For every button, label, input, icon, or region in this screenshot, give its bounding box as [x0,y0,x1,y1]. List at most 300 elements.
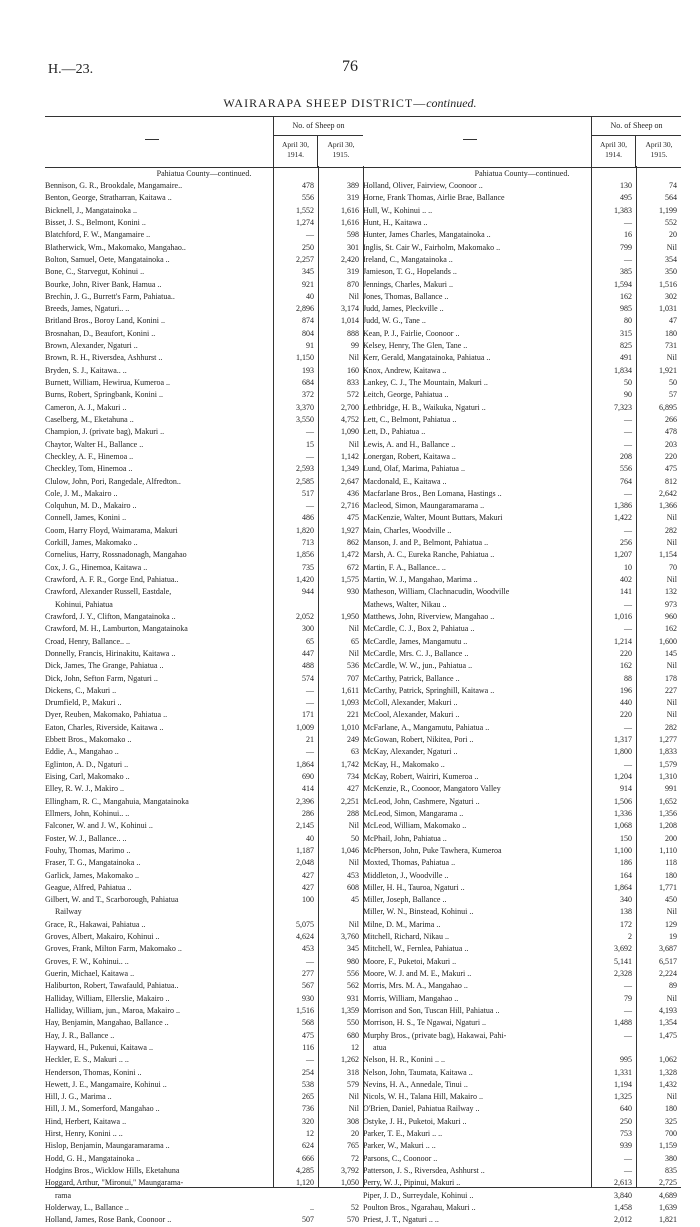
table-row [45,943,363,955]
table-row [363,586,681,598]
sheep-1915-cell: 50 [669,378,677,387]
sheep-1914-cell: 1,204 [614,772,632,781]
sheep-1914-cell: 690 [302,772,314,781]
sheep-1915-cell: 1,154 [659,550,677,560]
sheep-1914-cell: — [306,1055,314,1065]
owner-name-cell: Falconer, W. and J. W., Kohinui .. [45,821,153,831]
sheep-1915-cell: 475 [347,513,359,523]
owner-name-cell: Crawford, A. F. R., Gorge End, Pahiatua.. [45,575,179,584]
owner-name-cell: McCardle, Mrs. C. J., Ballance .. [363,648,469,658]
owner-name-cell: Moore, W. J. and M. E., Makuri .. [363,969,472,978]
sheep-1915-cell: 931 [347,993,359,1003]
owner-name-cell: Macleod, Simon, Maungaramarama .. [363,501,485,511]
sheep-1914-cell: 825 [620,341,632,351]
sheep-1915-cell: Nil [348,1092,359,1102]
table-row [363,463,681,475]
sheep-1915-cell: Nil [348,858,359,868]
sheep-1914-cell: 640 [620,1104,632,1114]
owner-name-cell: Foster, W. J., Ballance.. .. [45,833,127,843]
sheep-1914-cell: 684 [302,378,314,387]
table-row [45,685,363,697]
owner-name-cell: McKay, Alexander, Ngaturi .. [363,747,458,757]
sheep-1915-cell: 308 [347,1116,359,1126]
sheep-1914-cell: 250 [620,1116,632,1126]
owner-name-cell: Martin, W. J., Mangahao, Marima .. [363,575,478,584]
sheep-1914-cell: 256 [620,538,632,548]
owner-name-cell: Lett, D., Pahiatua .. [363,427,426,437]
owner-name-cell: Hill, J. M., Somerford, Mangahao .. [45,1104,160,1114]
owner-name-cell: Burns, Robert, Springbank, Konini .. [45,390,163,400]
table-row [363,943,681,955]
table-row [363,993,681,1005]
table-row [363,254,681,266]
sheep-1915-cell: 319 [347,267,359,277]
title-suffix: continued. [426,96,477,110]
sheep-1914-cell: — [624,488,632,498]
sheep-1915-cell: Nil [666,710,677,720]
owner-name-cell: Hunter, James Charles, Mangatainoka .. [363,230,491,240]
sheep-1915-cell: 319 [347,193,359,203]
sheep-1915-cell: 1,366 [659,501,677,511]
sheep-1915-cell: 1,600 [659,636,677,646]
table-row [45,857,363,869]
sheep-1915-cell: 318 [347,1067,359,1077]
owner-name-cell: Ireland, C., Mangatainoka .. [363,254,453,264]
table-row [45,1190,363,1202]
sheep-1914-cell: 1,331 [614,1067,632,1077]
table-row [45,1140,363,1152]
owner-name-cell: McCardle, C. J., Box 2, Pahiatua .. [363,624,475,634]
table-row [45,906,363,918]
table-row [363,525,681,537]
sheep-1915-cell: 1,014 [341,316,359,326]
table-row [363,537,681,549]
sheep-1915-cell: 731 [665,341,677,351]
owner-name-cell: Hull, W., Kohinui .. .. [363,205,433,215]
count-column-header [274,117,363,167]
table-row [45,562,363,574]
table-row [363,562,681,574]
owner-name-cell: Haliburton, Robert, Tawafauld, Pahiatua.. [45,981,179,991]
sheep-1914-cell: 2,257 [296,254,314,264]
table-row [45,1091,363,1103]
sheep-1915-cell: Nil [348,624,359,634]
sheep-1914-cell: 2 [628,932,632,942]
table-row [45,537,363,549]
table-row [45,722,363,734]
table-row [45,500,363,512]
sheep-1914-cell: 1,516 [296,1005,314,1015]
table-row [363,1042,681,1054]
sheep-1914-cell: 874 [302,316,314,326]
sheep-1915-cell: 200 [665,833,677,843]
table-row [363,599,681,611]
owner-name-cell: McPhail, John, Pahiatua .. [363,833,447,843]
sheep-1915-cell: Nil [666,575,677,584]
sheep-1915-cell: 564 [665,193,677,203]
sheep-1914-cell: 930 [302,993,314,1003]
table-row [45,845,363,857]
table-row [45,242,363,254]
sheep-1915-cell: Nil [348,439,359,449]
sheep-1915-cell: 734 [347,772,359,781]
name-column-header [363,117,592,167]
table-row [363,980,681,992]
owner-name-cell: Lund, Olaf, Marima, Pahiatua .. [363,464,465,474]
owner-name-cell: Miller, H. H., Tauroa, Ngaturi .. [363,882,465,892]
owner-name-cell: Ellingham, R. C., Mangahuia, Mangatainoka [45,796,189,806]
sheep-1914-cell: 486 [302,513,314,523]
title-main: WAIRARAPA SHEEP DISTRICT— [223,96,427,110]
table-row [363,426,681,438]
sheep-1914-cell: 130 [620,181,632,190]
sheep-1914-cell: 1,820 [296,525,314,535]
sheep-1914-cell: 1,336 [614,808,632,818]
sheep-1915-cell: 380 [665,1153,677,1163]
owner-name-cell: Cameron, A. J., Makuri .. [45,402,127,412]
sheep-1915-cell: 1,010 [341,722,359,732]
table-row [45,808,363,820]
table-row [45,549,363,561]
table-row [45,414,363,426]
sheep-1915-cell: 220 [665,451,677,461]
owner-name-cell: O'Brien, Daniel, Pahiatua Railway .. [363,1104,480,1114]
sheep-1914-cell: 3,370 [296,402,314,412]
sheep-1914-cell: 568 [302,1018,314,1028]
page-number: 76 [342,58,358,75]
sheep-1914-cell: 2,052 [296,611,314,621]
sheep-1914-cell: 162 [620,291,632,301]
sheep-1915-cell: 1,359 [341,1005,359,1015]
sheep-1915-cell: 2,647 [341,476,359,486]
owner-name-cell: Nevins, H. A., Annedale, Tinui .. [363,1079,468,1089]
sheep-1914-cell: 220 [620,648,632,658]
owner-name-cell: MacKenzie, Walter, Mount Buttars, Makuri [363,513,503,523]
sheep-1914-cell: 196 [620,685,632,695]
table-row [45,1116,363,1128]
name-column-header [45,117,274,167]
table-row [45,1017,363,1029]
sheep-1915-cell: 20 [351,1129,359,1139]
sheep-1915-cell: 1,093 [341,698,359,708]
sheep-1914-cell: — [624,254,632,264]
owner-name-cell: Checkley, A. F., Hinemoa .. [45,451,134,461]
owner-name-cell: rama [55,1190,71,1200]
table-row [363,660,681,672]
sheep-1914-cell: 286 [302,808,314,818]
sheep-1915-cell: 1,472 [341,550,359,560]
owner-name-cell: Crawford, J. Y., Clifton, Mangatainoka .. [45,611,176,621]
sheep-1915-cell: 700 [665,1129,677,1139]
table-row [363,1153,681,1165]
owner-name-cell: Hunt, H., Kaitawa .. [363,217,428,227]
sheep-1914-cell: 164 [620,870,632,880]
owner-name-cell: Morrison and Son, Tuscan Hill, Pahiatua .. [363,1005,500,1015]
sheep-1915-cell: 2,716 [341,501,359,511]
sheep-1915-cell: 1,262 [341,1055,359,1065]
sheep-1915-cell: 598 [347,230,359,240]
owner-name-cell: Fraser, T. G., Mangatainoka .. [45,858,141,868]
table-row [45,365,363,377]
table-row [45,574,363,586]
owner-name-cell: Railway [55,907,82,917]
sheep-1915-cell: 960 [665,611,677,621]
sheep-1914-cell: 300 [302,624,314,634]
sheep-1914-cell: 1,009 [296,722,314,732]
owner-name-cell: Drumfield, P., Makuri .. [45,698,122,708]
table-row [363,1005,681,1017]
table-row [45,882,363,894]
owner-name-cell: Blatchford, F. W., Mangamaire .. [45,230,151,240]
table-row [363,217,681,229]
sheep-1915-cell: 870 [347,279,359,289]
table-row [45,746,363,758]
owner-name-cell: Britland Bros., Boroy Land, Konini .. [45,316,165,326]
owner-name-cell: Parker, T. E., Makuri .. .. [363,1129,443,1139]
sheep-1915-cell: 1,833 [659,747,677,757]
sheep-1914-cell: 385 [620,267,632,277]
owner-name-cell: Inglis, St. Cair W., Fairholm, Makomako .. [363,242,501,252]
owner-name-cell: Caselberg, M., Eketahuna .. [45,414,134,424]
owner-name-cell: Hodd, G. H., Mangatainoka .. [45,1153,141,1163]
owner-name-cell: Hay, J. R., Ballance .. [45,1030,115,1040]
table-row [45,463,363,475]
owner-name-cell: Piper, J. D., Surreydale, Kohinui .. [363,1190,474,1200]
sheep-1915-cell: Nil [348,919,359,929]
table-row [363,279,681,291]
sheep-1914-cell: 320 [302,1116,314,1126]
sheep-1915-cell: 2,420 [341,254,359,264]
sheep-1914-cell: 1,458 [614,1202,632,1212]
sheep-1915-cell: 160 [347,365,359,375]
table-row [363,906,681,918]
sheep-1914-cell: 402 [620,575,632,584]
table-row [45,488,363,500]
sheep-1914-cell: 80 [624,316,632,326]
table-row [45,192,363,204]
sheep-1914-cell: 1,214 [614,636,632,646]
sheep-1914-cell: 799 [620,242,632,252]
sheep-1914-cell: 3,692 [614,944,632,954]
sheep-1914-cell: 804 [302,328,314,338]
sheep-1914-cell: — [624,427,632,437]
sheep-1914-cell: 1,274 [296,217,314,227]
table-row [45,734,363,746]
sheep-1915-cell: 1,159 [659,1141,677,1151]
table-row [45,833,363,845]
table-header-left [45,116,363,168]
table-row [363,377,681,389]
sheep-1914-cell: 1,386 [614,501,632,511]
table-row [45,1165,363,1177]
table-row [45,673,363,685]
owner-name-cell: Guerin, Michael, Kaitawa .. [45,969,135,978]
sheep-1915-cell: 862 [347,538,359,548]
table-row [45,611,363,623]
table-row [363,931,681,943]
owner-name-cell: Parsons, C., Coonoor .. [363,1153,438,1163]
sheep-1915-cell: 180 [665,870,677,880]
table-row [363,1128,681,1140]
sheep-1914-cell: 1,194 [614,1079,632,1089]
table-row [363,512,681,524]
table-row [45,291,363,303]
table-row [45,439,363,451]
sheep-1915-cell: 1,199 [659,205,677,215]
owner-name-cell: Groves, F. W., Kohinui.. .. [45,956,129,966]
sheep-1914-cell: 150 [620,833,632,843]
table-row [45,266,363,278]
table-row [45,328,363,340]
sheep-1914-cell: — [624,217,632,227]
sheep-1914-cell: 1,506 [614,796,632,806]
owner-name-cell: Bicknell, J., Mangatainoka .. [45,205,137,215]
sheep-1914-cell: 100 [302,895,314,905]
owner-name-cell: Murphy Bros., (private bag), Hakawai, Pahi- [363,1030,507,1040]
sheep-1914-cell: 1,420 [296,575,314,584]
sheep-1914-cell: 556 [620,464,632,474]
table-row [363,192,681,204]
sheep-1915-cell: 162 [665,624,677,634]
owner-name-cell: Hoggard, Arthur, "Mironui," Maungarama- [45,1178,184,1188]
sheep-1915-cell: 350 [665,267,677,277]
table-row [363,242,681,254]
owner-name-cell: McLeod, Simon, Mangarama .. [363,808,464,818]
sheep-1914-cell: 1,834 [614,365,632,375]
sheep-1915-cell: 301 [347,242,359,252]
sheep-1915-cell: 1,821 [659,1215,677,1225]
sheep-1915-cell: Nil [348,353,359,363]
sheep-1914-cell: — [624,599,632,609]
table-row [45,586,363,598]
sheep-1914-cell: — [624,981,632,991]
count-column-header [592,117,681,167]
table-row [363,303,681,315]
sheep-1915-cell: Nil [666,353,677,363]
sheep-1915-cell: 132 [665,587,677,597]
owner-name-cell: Ostyke, J. H., Puketoi, Makuri .. [363,1116,467,1126]
owner-name-cell: Lankey, C. J., The Mountain, Makuri .. [363,378,488,387]
owner-name-cell: Corkill, James, Makomako .. [45,538,138,548]
sheep-1915-cell: 672 [347,562,359,572]
sheep-table [45,116,681,1225]
table-row [363,857,681,869]
owner-name-cell: Hirst, Henry, Konini .. .. [45,1129,123,1139]
owner-name-cell: Crawford, M. H., Lamburton, Mangatainoka [45,624,188,634]
sheep-1914-cell: — [306,698,314,708]
table-row [363,820,681,832]
sheep-1915-cell: 50 [351,833,359,843]
owner-name-cell: Checkley, Tom, Hinemoa .. [45,464,133,474]
owner-name-cell: McGowan, Robert, Nikitea, Pori .. [363,735,474,745]
table-row [363,894,681,906]
sheep-1914-cell: 3,550 [296,414,314,424]
owner-name-cell: Elley, R. W. J., Makiro .. [45,784,125,794]
sheep-1915-cell: 203 [665,439,677,449]
table-row [45,660,363,672]
sheep-1914-cell: 265 [302,1092,314,1102]
owner-name-cell: Knox, Andrew, Kaitawa .. [363,365,447,375]
owner-name-cell: Crawford, Alexander Russell, Eastdale, [45,587,172,597]
sheep-1915-cell: 556 [347,969,359,978]
sheep-1914-cell: — [624,1166,632,1175]
sheep-1914-cell: 254 [302,1067,314,1077]
sheep-1914-cell: 1,422 [614,513,632,523]
sheep-1915-cell: 1,742 [341,759,359,769]
owner-name-cell: Groves, Frank, Milton Farm, Makomako .. [45,944,182,954]
owner-name-cell: Moore, F., Puketoi, Makuri .. [363,956,457,966]
table-row [363,870,681,882]
owner-name-cell: Burnett, William, Hewirua, Kumeroa .. [45,378,171,387]
sheep-1915-cell: 1,354 [659,1018,677,1028]
owner-name-cell: Mitchell, W., Fernlea, Pahiatua .. [363,944,469,954]
owner-name-cell: Holland, James, Rose Bank, Coonoor .. [45,1215,172,1225]
owner-name-cell: Croad, Henry, Ballance.. .. [45,636,131,646]
sheep-1914-cell: 116 [302,1042,314,1052]
sheep-1915-cell: 19 [669,932,677,942]
sheep-1915-cell: 1,310 [659,772,677,781]
sheep-1914-cell: 88 [624,673,632,683]
sheep-1915-cell: 47 [669,316,677,326]
owner-name-cell: McColl, Alexander, Makuri .. [363,698,458,708]
sheep-1914-cell: 16 [624,230,632,240]
sheep-1914-cell: 427 [302,870,314,880]
owner-name-cell: Manson, J. and P., Belmont, Pahiatua .. [363,538,489,548]
sheep-1915-cell: 991 [665,784,677,794]
sheep-1915-cell: 266 [665,414,677,424]
sheep-1914-cell: 3,840 [614,1190,632,1200]
sheep-1915-cell: 1,950 [341,611,359,621]
sheep-1915-cell: 1,046 [341,845,359,855]
owner-name-cell: Garlick, James, Makomako .. [45,870,139,880]
sheep-1914-cell: 567 [302,981,314,991]
owner-name-cell: Kelsey, Henry, The Glen, Tane .. [363,341,468,351]
sheep-1915-cell: 980 [347,956,359,966]
sheep-1915-cell: 145 [665,648,677,658]
sheep-1914-cell: 5,075 [296,919,314,929]
sheep-1915-cell: 345 [347,944,359,954]
table-row [363,783,681,795]
owner-name-cell: Lethbridge, H. B., Waikuka, Ngaturi .. [363,402,486,412]
table-row [363,180,681,192]
table-row [45,217,363,229]
sheep-1914-cell: 15 [306,439,314,449]
owner-name-cell: Cornelius, Harry, Rossnadonagh, Mangahao [45,550,187,560]
sheep-1914-cell: — [306,747,314,757]
owner-name-cell: Moxted, Thomas, Pahiatua .. [363,858,456,868]
sheep-1914-cell: 345 [302,267,314,277]
owner-name-cell: Ebbett Bros., Makomako .. [45,735,132,745]
table-row [363,365,681,377]
sheep-1914-cell: 50 [624,378,632,387]
sheep-1915-cell: 227 [665,685,677,695]
sheep-1915-cell: 63 [351,747,359,757]
table-row [363,1214,681,1226]
sheep-1914-cell: 414 [302,784,314,794]
sheep-1914-cell: 1,120 [296,1178,314,1188]
owner-name-cell: Dick, John, Sefton Farm, Ngaturi .. [45,673,158,683]
sheep-1914-cell: — [624,624,632,634]
owner-name-cell: Nelson, H. R., Konini .. .. [363,1055,445,1065]
sheep-1915-cell: 562 [347,981,359,991]
sheep-1915-cell: 1,616 [341,217,359,227]
table-row [363,291,681,303]
owner-name-cell: Main, Charles, Woodville .. [363,525,452,535]
owner-name-cell: Brown, Alexander, Ngaturi .. [45,341,138,351]
owner-name-cell: Holderway, L., Ballance .. [45,1202,129,1212]
owner-name-cell: McKay, H., Makomako .. [363,759,445,769]
table-row [363,636,681,648]
